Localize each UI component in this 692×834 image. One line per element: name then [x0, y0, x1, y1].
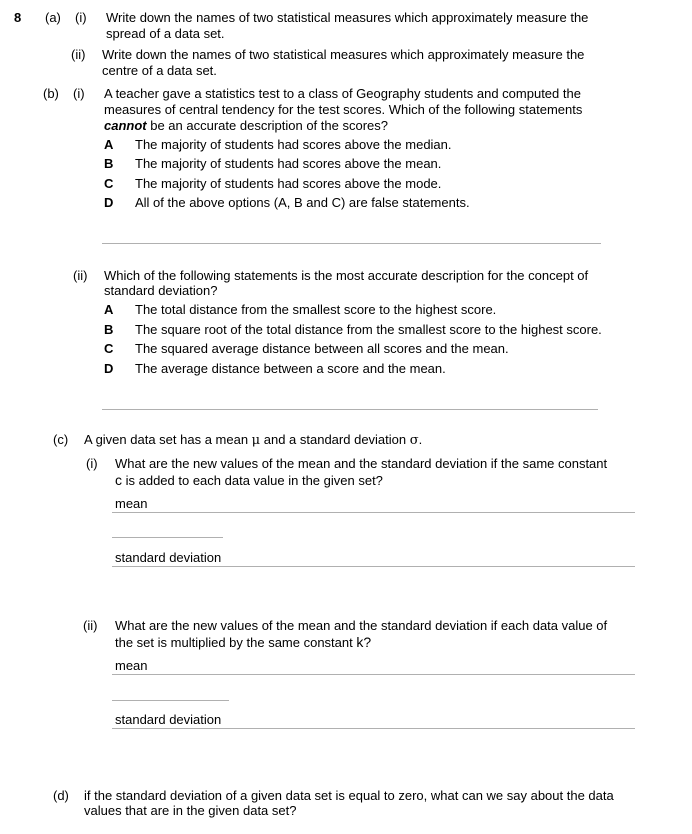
part-a-i-label: (i) — [75, 10, 87, 25]
part-a-ii-label: (ii) — [71, 47, 86, 62]
part-d-line1: if the standard deviation of a given data set is equal to zero, what can we say about the data — [84, 788, 614, 803]
sd-answer-line[interactable] — [112, 566, 635, 567]
option-letter: C — [104, 341, 114, 356]
option-letter: B — [104, 156, 114, 171]
part-b-i-label: (i) — [73, 86, 85, 101]
part-a-i-line1: Write down the names of two statistical measures which approximately measure the — [106, 10, 589, 25]
part-c-intro-c: . — [418, 432, 423, 447]
constant-k: k? — [356, 634, 372, 650]
part-c-i-line2-rest: is added to each data value in the given set? — [122, 473, 383, 488]
part-b-i-line1: A teacher gave a statistics test to a class of Geography students and computed the — [104, 86, 581, 101]
sd-label: standard deviation — [115, 712, 222, 727]
mu-symbol: μ — [251, 433, 261, 448]
part-a-i-line2: spread of a data set. — [106, 26, 225, 41]
mean-label: mean — [115, 496, 148, 511]
part-c-i-label: (i) — [86, 456, 98, 471]
option-letter: D — [104, 361, 114, 376]
part-c-intro-a: A given data set has a mean — [84, 432, 252, 447]
mean-answer-line[interactable] — [112, 512, 635, 513]
option-text: The majority of students had scores above the mode. — [135, 176, 442, 191]
part-b-ii-line2: standard deviation? — [104, 283, 218, 298]
part-c-i-line2 — [115, 472, 383, 489]
part-a-ii-line2: centre of a data set. — [102, 63, 217, 78]
part-d-line2: values that are in the given data set? — [84, 803, 297, 818]
option-letter: B — [104, 322, 114, 337]
part-c-i-line1: What are the new values of the mean and the standard deviation if the same constant — [115, 456, 608, 471]
sd-answer-line[interactable] — [112, 728, 635, 729]
part-b-label: (b) — [43, 86, 59, 101]
option-text: The majority of students had scores above the mean. — [135, 156, 442, 171]
part-c-intro — [84, 432, 422, 449]
part-b-i-line2: measures of central tendency for the test scores. Which of the following statements — [104, 102, 583, 117]
mean-answer-line-extra[interactable] — [112, 537, 223, 538]
option-text: The total distance from the smallest score to the highest score. — [135, 302, 497, 317]
option-letter: D — [104, 195, 114, 210]
part-c-ii-line2 — [115, 634, 371, 651]
part-b-ii-line1: Which of the following statements is the most accurate description for the concept of — [104, 268, 589, 283]
constant-c: c — [115, 472, 122, 488]
part-c-label: (c) — [53, 432, 69, 447]
part-b-ii-label: (ii) — [73, 268, 88, 283]
option-text: The square root of the total distance from the smallest score to the highest score. — [135, 322, 602, 337]
part-a-ii-line1: Write down the names of two statistical measures which approximately measure the — [102, 47, 585, 62]
part-b-i-line3-rest: be an accurate description of the scores? — [146, 118, 388, 133]
mean-answer-line[interactable] — [112, 674, 635, 675]
option-text: All of the above options (A, B and C) are false statements. — [135, 195, 470, 210]
option-text: The majority of students had scores above the median. — [135, 137, 452, 152]
option-letter: C — [104, 176, 114, 191]
mean-label: mean — [115, 658, 148, 673]
option-text: The squared average distance between all scores and the mean. — [135, 341, 509, 356]
part-d-label: (d) — [53, 788, 69, 803]
sd-label: standard deviation — [115, 550, 222, 565]
question-number: 8 — [14, 10, 22, 25]
part-c-intro-b: and a standard deviation — [260, 432, 410, 447]
option-letter: A — [104, 302, 114, 317]
mean-answer-line-extra[interactable] — [112, 700, 229, 701]
part-c-ii-label: (ii) — [83, 618, 98, 633]
answer-line[interactable] — [102, 409, 598, 410]
part-b-i-line3 — [104, 118, 388, 134]
part-c-ii-line1: What are the new values of the mean and the standard deviation if each data value of — [115, 618, 608, 633]
part-a-label: (a) — [45, 10, 61, 25]
sigma-symbol: σ — [409, 433, 419, 448]
emphasis-cannot: cannot — [104, 118, 147, 133]
part-c-ii-line2-text: the set is multiplied by the same constant — [115, 635, 357, 650]
option-letter: A — [104, 137, 114, 152]
answer-line[interactable] — [102, 243, 601, 244]
option-text: The average distance between a score and the mean. — [135, 361, 446, 376]
